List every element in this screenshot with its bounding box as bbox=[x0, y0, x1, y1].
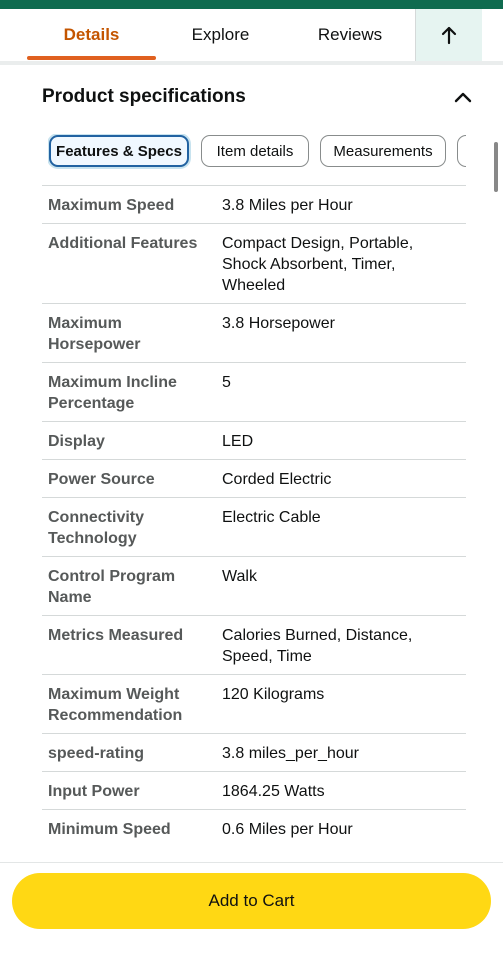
table-row bbox=[42, 771, 466, 809]
spec-value: Calories Burned, Distance, Speed, Time bbox=[222, 627, 413, 665]
scroll-to-top-button[interactable] bbox=[415, 9, 482, 61]
spec-name: Input Power bbox=[48, 783, 140, 800]
spec-value: LED bbox=[222, 433, 254, 450]
section-title: Product specifications bbox=[42, 86, 246, 107]
arrow-up-icon bbox=[440, 25, 458, 45]
spec-name: Minimum Speed bbox=[48, 821, 171, 838]
table-row bbox=[42, 223, 466, 303]
tab-bar-divider bbox=[0, 61, 503, 65]
spec-name: Connectivity Technology bbox=[48, 509, 145, 547]
spec-value: 3.8 Horsepower bbox=[222, 315, 335, 332]
spec-value: 3.8 miles_per_hour bbox=[222, 745, 359, 762]
spec-value: Corded Electric bbox=[222, 471, 332, 488]
spec-value: 0.6 Miles per Hour bbox=[222, 821, 353, 838]
spec-name: speed-rating bbox=[48, 745, 145, 762]
spec-value: 3.8 Miles per Hour bbox=[222, 197, 353, 214]
spec-value: 5 bbox=[222, 374, 231, 391]
table-row bbox=[42, 421, 466, 459]
table-row bbox=[42, 615, 466, 674]
specifications-table bbox=[42, 185, 466, 847]
spec-value: 120 Kilograms bbox=[222, 686, 325, 703]
chip-more[interactable] bbox=[457, 135, 466, 167]
product-specifications-header[interactable] bbox=[42, 80, 472, 114]
spec-name: Control Program Name bbox=[48, 568, 176, 606]
spec-name: Maximum Incline Percentage bbox=[48, 374, 177, 412]
sticky-bottom-bar bbox=[0, 862, 503, 960]
table-row bbox=[42, 556, 466, 615]
table-row bbox=[42, 303, 466, 362]
chip-measurements[interactable]: Measurements bbox=[320, 135, 446, 167]
tab-reviews[interactable]: Reviews bbox=[317, 25, 383, 44]
spec-name: Additional Features bbox=[48, 235, 198, 252]
spec-category-chips bbox=[48, 134, 466, 170]
table-row bbox=[42, 497, 466, 556]
spec-name: Power Source bbox=[48, 471, 155, 488]
chip-item-details[interactable]: Item details bbox=[201, 135, 309, 167]
spec-name: Maximum Weight Recommendation bbox=[48, 686, 183, 724]
scrollbar[interactable] bbox=[494, 142, 498, 192]
active-tab-indicator bbox=[27, 56, 156, 60]
top-color-strip bbox=[0, 0, 503, 9]
spec-name: Metrics Measured bbox=[48, 627, 184, 644]
spec-name: Display bbox=[48, 433, 105, 450]
table-row bbox=[42, 185, 466, 223]
tab-details[interactable]: Details bbox=[63, 25, 120, 44]
table-row bbox=[42, 674, 466, 733]
spec-value: 1864.25 Watts bbox=[222, 783, 325, 800]
table-row bbox=[42, 809, 466, 847]
add-to-cart-button[interactable]: Add to Cart bbox=[12, 873, 491, 929]
chip-features-specs[interactable]: Features & Specs bbox=[49, 135, 189, 167]
table-row bbox=[42, 362, 466, 421]
collapse-toggle[interactable] bbox=[454, 91, 472, 103]
table-row bbox=[42, 459, 466, 497]
section-tab-bar bbox=[0, 9, 503, 61]
chevron-up-icon bbox=[454, 91, 472, 103]
table-row bbox=[42, 733, 466, 771]
spec-value: Compact Design, Portable, Shock Absorbent, Timer, Wheeled bbox=[222, 235, 414, 294]
spec-value: Electric Cable bbox=[222, 509, 321, 526]
spec-name: Maximum Speed bbox=[48, 197, 175, 214]
spec-name: Maximum Horsepower bbox=[48, 315, 141, 353]
tab-explore[interactable]: Explore bbox=[191, 25, 250, 44]
spec-value: Walk bbox=[222, 568, 257, 585]
